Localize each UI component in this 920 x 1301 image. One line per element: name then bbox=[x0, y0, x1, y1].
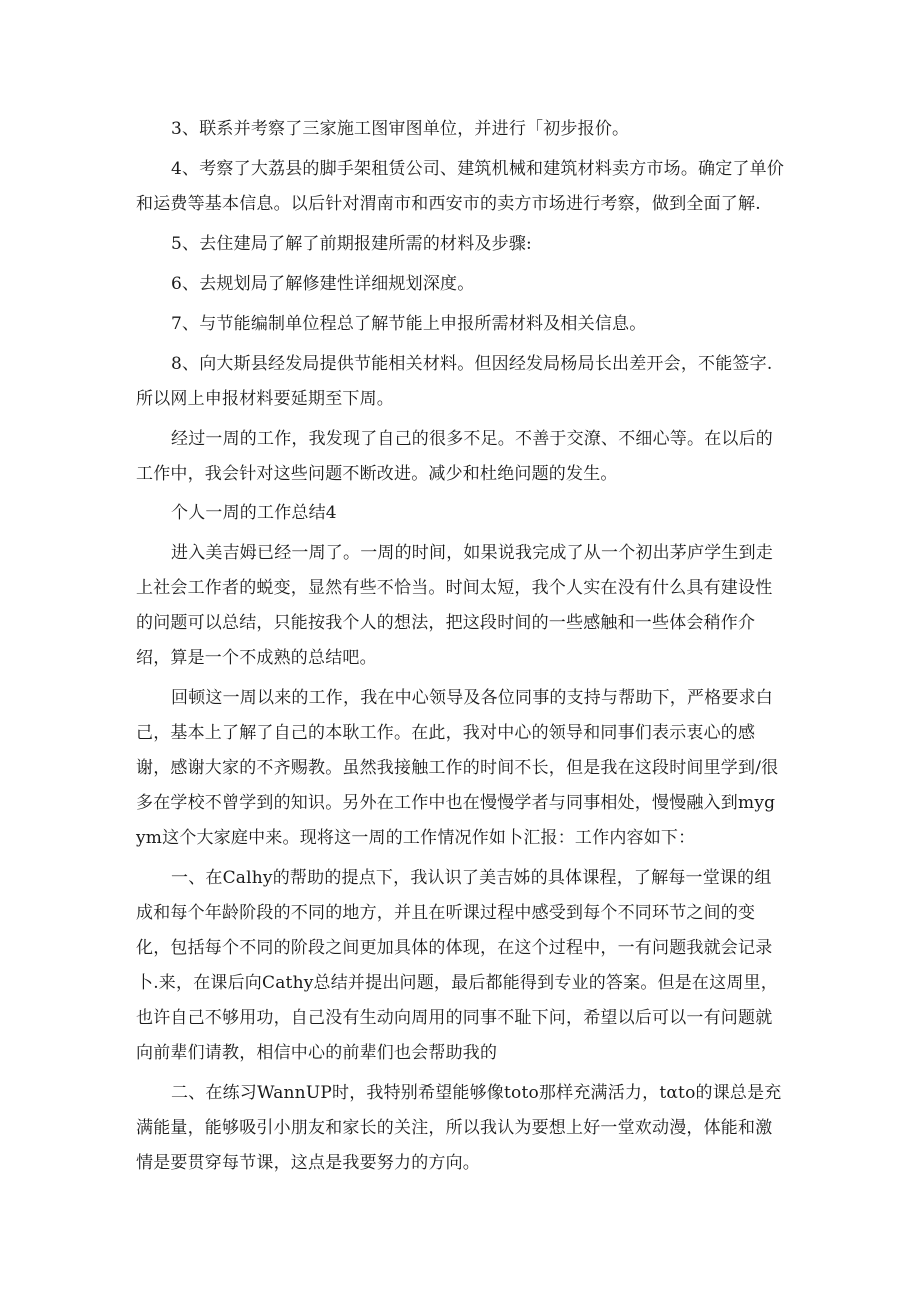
paragraph-point-two: 二、在练习WannUP时，我特别希望能够像toto那样充满活力，tαto的课总是充满能量，能够吸引小朋友和家长的关注，所以我认为要想上好一堂欢动漫，体能和激情是要贯穿每节课，这点是我要努力的方向。 bbox=[136, 1083, 782, 1173]
paragraph-point-one: 一、在Calhy的帮助的提点下，我认识了美吉姊的具体课程，了解每一堂课的组成和每个年龄阶段的不同的地方，并且在听课过程中感受到每个不同环节之间的变化，包括每个不同的阶段之间更加具体的体现，在这个过程中，一有问题我就会记录卜.来，在课后向Cathy总结并提出问题，最后都能得到专业的答案。但是在这周里，也许自己不够用功，自己没有生动向周用的同事不耻下问，希望以后可以一有问题就向前辈们请教，相信中心的前辈们也会帮助我的 bbox=[136, 868, 778, 1063]
section-heading: 个人一周的工作总结4 bbox=[171, 503, 337, 523]
paragraph-item-6: 6、去规划局了解修建性详细规划深度。 bbox=[171, 274, 475, 294]
paragraph-item-7: 7、与节能编制单位程总了解节能上申报所需材料及相关信息。 bbox=[171, 314, 647, 334]
paragraph-item-4: 4、考察了大荔县的脚手架租赁公司、建筑机械和建筑材料卖方市场。确定了单价和运费等基本信息。以后针对渭南市和西安市的卖方市场进行考察，做到全面了解. bbox=[136, 159, 785, 214]
paragraph-item-3: 3、联系并考察了三家施工图审图单位，并进行「初步报价。 bbox=[171, 119, 630, 139]
paragraph-review: 回顿这一周以来的工作，我在中心领导及各位同事的支持与帮助下，严格要求白己，基本上了解了自己的本耿工作。在此，我对中心的领导和同事们表示衷心的感谢，感谢大家的不齐赐教。虽然我接触工作的时间不长，但是我在这段时间里学到/很多在学校不曾学到的知识。另外在工作中也在慢慢学者与同事相处，慢慢融入到mygym这个大家庭中来。现将这一周的工作情况作如卜汇报：工作内容如下： bbox=[136, 688, 779, 848]
paragraph-item-8: 8、向大斯县经发局提供节能相关材料。但因经发局杨局长出差开会，不能签字.所以网上申报材料要延期至下周。 bbox=[136, 354, 773, 409]
paragraph-reflection: 经过一周的工作，我发现了自己的很多不足。不善于交潦、不细心等。在以后的工作中，我会针对这些问题不断改进。减少和杜绝问题的发生。 bbox=[136, 429, 773, 484]
document-body bbox=[136, 112, 784, 1181]
paragraph-intro: 进入美吉姆已经一周了。一周的时间，如果说我完成了从一个初出茅庐学生到走上社会工作者的蜕变，显然有些不恰当。时间太短，我个人实在没有什么具有建设性的问题可以总结，只能按我个人的想法，把这段时间的一些感触和一些体会稍作介绍，算是一个不成熟的总结吧。 bbox=[136, 543, 773, 668]
paragraph-item-5: 5、去住建局了解了前期报建所需的材料及步骤: bbox=[171, 234, 532, 254]
